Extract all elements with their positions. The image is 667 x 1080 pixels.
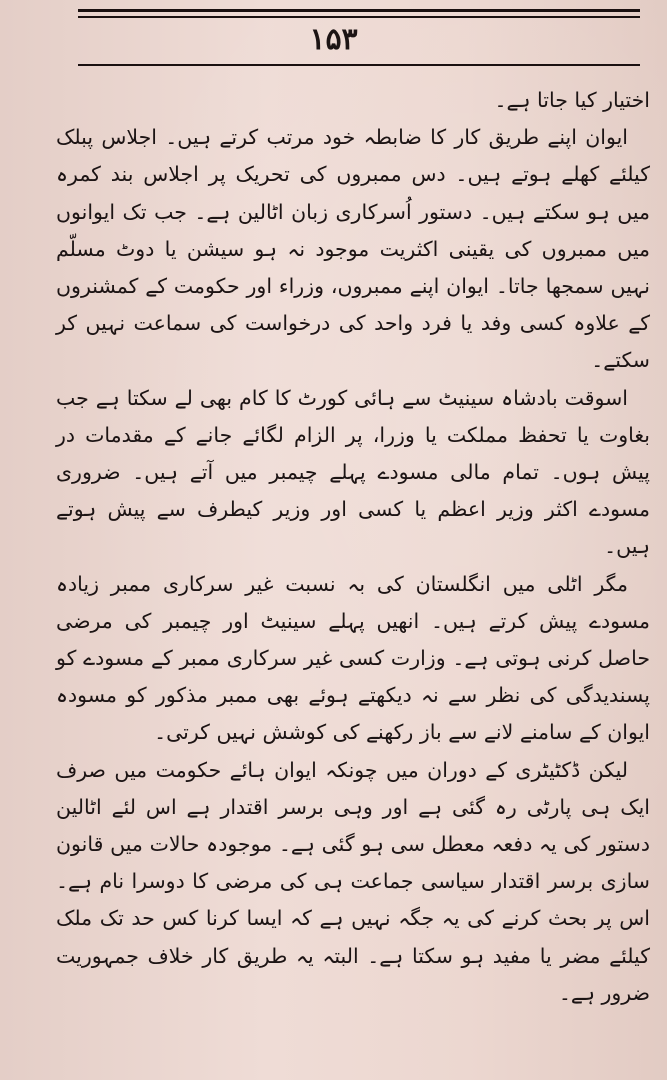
paragraph: مگر اٹلی میں انگلستان کی بہ نسبت غیر سرکاری ممبر زیادہ مسودے پیش کرتے ہیں۔ انھیں پہلے سینیٹ اور چیمبر کی مرضی حاصل کرنی ہوتی ہے۔ وزارت کسی غیر سرکاری ممبر کے مسودے کو پسندیدگی کی نظر سے نہ دیکھتے ہوئے بھی ممبر مذکور کو مسودہ ایوان کے سامنے لانے سے باز رکھنے کی کوشش نہیں کرتی۔ [56, 571, 650, 745]
page-number: ۱۵۳ [309, 22, 358, 57]
top-double-rule-inner [78, 16, 640, 18]
paragraph: لیکن ڈکٹیٹری کے دوران میں چونکہ ایوان ہائے حکومت میں صرف ایک ہی پارٹی رہ گئی ہے اور وہی برسر اقتدار ہے اس لئے اٹالین دستور کی یہ دفعہ معطل سی ہو گئی ہے۔ موجودہ حالات میں قانون سازی برسر اقتدار سیاسی جماعت ہی کی مرضی کا دوسرا نام ہے۔ اس پر بحث کرنے کی یہ جگہ نہیں ہے کہ ایسا کرنا کس حد تک ملک کیلئے مضر یا مفید ہو سکتا ہے۔ البتہ یہ طریق کار خلاف جمہوریت ضرور ہے۔ [56, 757, 650, 1005]
page-body-text [56, 82, 650, 1012]
paragraph: ایوان اپنے طریق کار کا ضابطہ خود مرتب کرتے ہیں۔ اجلاس پبلک کیلئے کھلے ہوتے ہیں۔ دس ممبروں کی تحریک پر اجلاس بند کمرہ میں ہو سکتے ہیں۔ دستور اُسرکاری زبان اٹالین ہے۔ جب تک ایوانوں میں ممبروں کی یقینی اکثریت موجود نہ ہو سیشن یا دوٹ مسلّم نہیں سمجھا جاتا۔ ایوان اپنے ممبروں، وزراء اور حکومت کے کمشنروں کے علاوہ کسی وفد یا فرد واحد کی درخواست کی سماعت نہیں کر سکتے۔ [56, 125, 650, 373]
header-rule [78, 64, 640, 66]
paragraph: اختیار کیا جاتا ہے۔ [494, 88, 650, 112]
top-double-rule [78, 9, 640, 12]
paragraph: اسوقت بادشاہ سینیٹ سے ہائی کورٹ کا کام بھی لے سکتا ہے جب بغاوت یا تحفظ مملکت یا وزرا، پر الزام لگائے جانے کے مقدمات در پیش ہوں۔ تمام مالی مسودے پہلے چیمبر میں آتے ہیں۔ ضروری مسودے اکثر وزیر اعظم یا کسی اور وزیر کیطرف سے پیش ہوتے ہیں۔ [56, 385, 650, 559]
